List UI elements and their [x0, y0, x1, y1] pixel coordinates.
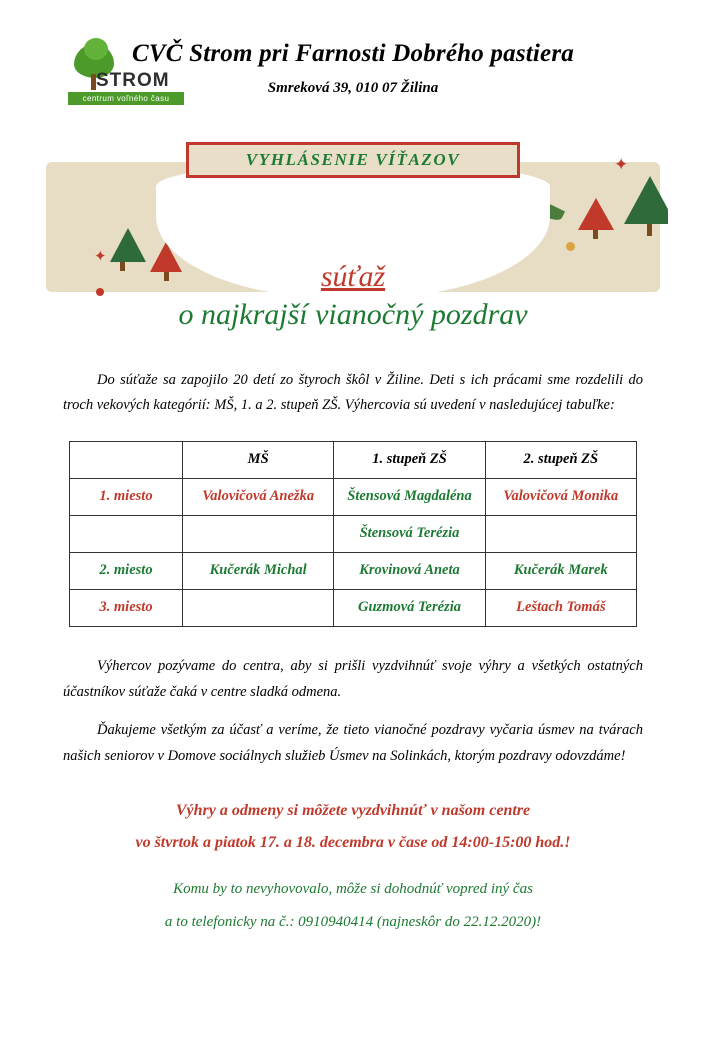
paragraph-thanks: Ďakujeme všetkým za účasť a veríme, že tieto vianočné pozdravy vyčaria úsmev na tvárach našich seniorov v Domove sociálnych služieb Úsmev na Solinkách, ktorým pozdravy odovzdáme! — [63, 721, 643, 765]
winners-announcement-badge — [186, 142, 520, 178]
contest-heading-line1: súťaž — [320, 260, 386, 293]
page-title: CVČ Strom pri Farnosti Dobrého pastiera — [132, 40, 574, 67]
cell-place — [70, 515, 183, 552]
contact-note-line1: Komu by to nevyhovovalo, môže si dohodnúť vopred iný čas — [173, 881, 533, 898]
cell-ms: Valovičová Anežka — [183, 478, 334, 515]
star-icon: ✦ — [94, 249, 107, 265]
strom-logo — [66, 44, 184, 106]
table-header-zs2: 2. stupeň ZŠ — [485, 441, 636, 478]
intro-paragraph: Do súťaže sa zapojilo 20 detí zo štyroch škôl v Žiline. Deti s ich prácami sme rozdelili do troch vekových kategórií: MŠ, 1. a 2. stupeň ZŠ. Výhercovia sú uvedení v nasledujúcej tabuľke: — [63, 372, 643, 414]
christmas-tree-icon — [110, 228, 146, 262]
christmas-banner — [38, 132, 668, 362]
pickup-notice-line2: vo štvrtok a piatok 17. a 18. decembra v čase od 14:00-15:00 hod.! — [135, 834, 571, 852]
cell-zs2: Kučerák Marek — [485, 552, 636, 589]
document-page — [0, 38, 706, 1038]
document-header — [38, 38, 668, 120]
cell-zs1: Krovinová Aneta — [334, 552, 485, 589]
gold-dot-icon — [566, 242, 575, 251]
pickup-notice-line1: Výhry a odmeny si môžete vyzdvihnúť v našom centre — [175, 802, 531, 820]
results-table — [69, 441, 637, 627]
cell-zs2: Valovičová Monika — [485, 478, 636, 515]
tree-trunk-icon — [647, 224, 652, 236]
cell-zs1: Štensová Magdaléna — [334, 478, 485, 515]
organization-address: Smreková 39, 010 07 Žilina — [267, 80, 439, 96]
contact-note-line2: a to telefonicky na č.: 0910940414 (najneskôr do 22.12.2020)! — [164, 914, 542, 931]
cell-zs2 — [485, 515, 636, 552]
winners-announcement-label: VYHLÁSENIE VÍŤAZOV — [245, 150, 461, 169]
christmas-tree-icon — [578, 198, 614, 230]
cell-zs2: Leštach Tomáš — [485, 589, 636, 626]
paragraph-invitation: Výhercov pozývame do centra, aby si prišli vyzdvihnúť svoje výhry a všetkých ostatných účastníkov súťaže čaká v centre sladká odmena. — [63, 657, 643, 700]
cell-ms — [183, 589, 334, 626]
cell-ms: Kučerák Michal — [183, 552, 334, 589]
table-header-ms: MŠ — [183, 441, 334, 478]
logo-subtitle: centrum voľného času — [68, 92, 184, 105]
table-row — [70, 589, 637, 626]
tree-trunk-icon — [593, 230, 598, 239]
table-row — [70, 515, 637, 552]
table-header-row — [70, 441, 637, 478]
star-icon: ✦ — [614, 155, 629, 174]
cell-zs1: Štensová Terézia — [334, 515, 485, 552]
table-row — [70, 478, 637, 515]
contest-heading-line2: o najkrajší vianočný pozdrav — [178, 298, 528, 331]
cell-place: 3. miesto — [70, 589, 183, 626]
cell-place: 2. miesto — [70, 552, 183, 589]
table-header-place — [70, 441, 183, 478]
table-row — [70, 552, 637, 589]
cell-zs1: Guzmová Terézia — [334, 589, 485, 626]
logo-wordmark: STROM — [96, 70, 170, 91]
table-header-zs1: 1. stupeň ZŠ — [334, 441, 485, 478]
christmas-tree-icon — [624, 176, 668, 224]
cell-place: 1. miesto — [70, 478, 183, 515]
pickup-notice — [38, 795, 668, 859]
contact-note — [38, 873, 668, 939]
cell-ms — [183, 515, 334, 552]
